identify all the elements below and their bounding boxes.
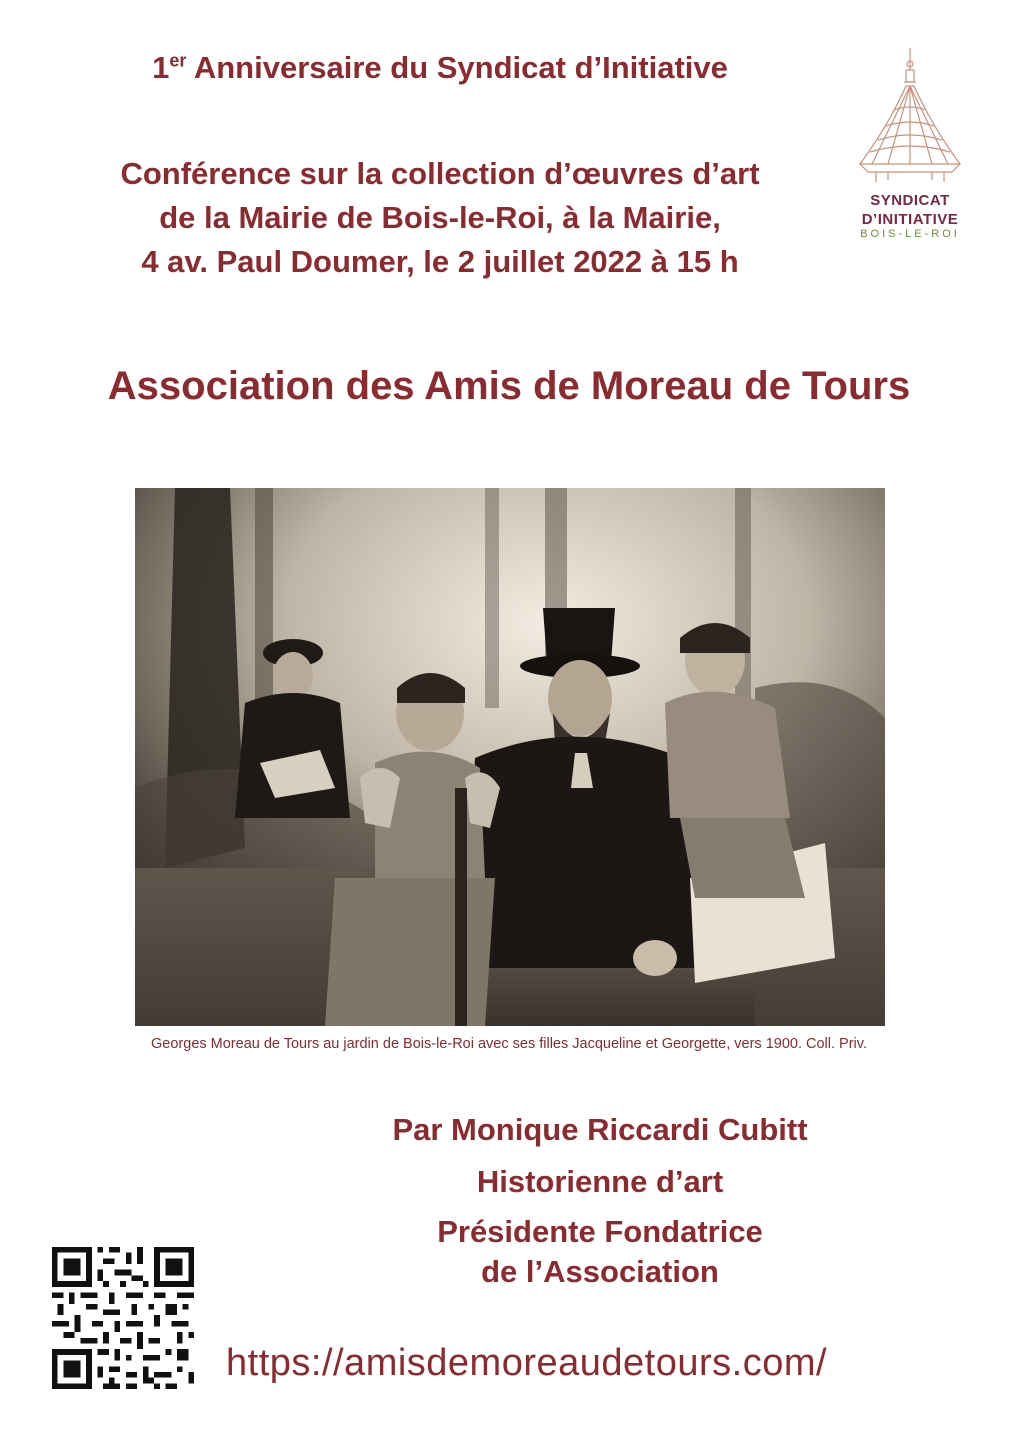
website-link[interactable]: https://amisdemoreaudetours.com/	[226, 1342, 828, 1384]
qr-code-icon	[52, 1247, 194, 1389]
roof-tower-icon	[848, 46, 972, 191]
speaker-title-line-2: de l’Association	[481, 1254, 719, 1289]
conference-details	[20, 152, 860, 284]
historic-photo	[135, 488, 885, 1026]
logo-text-bois-le-roi: BOIS-LE-ROI	[860, 228, 960, 240]
speaker-role: Historienne d’art	[476, 1164, 724, 1199]
anniversary-heading: 1er Anniversaire du Syndicat d’Initiative	[152, 50, 728, 85]
qr-code[interactable]	[52, 1247, 194, 1389]
speaker-name: Par Monique Riccardi Cubitt	[392, 1112, 808, 1147]
association-title: Association des Amis de Moreau de Tours	[107, 364, 911, 408]
conference-line-1: Conférence sur la collection d’œuvres d’art	[120, 156, 760, 191]
photo-caption: Georges Moreau de Tours au jardin de Bois-le-Roi avec ses filles Jacqueline et Georgette, vers 1900. Coll. Priv.	[151, 1036, 867, 1052]
logo-text-initiative: D’INITIATIVE	[861, 211, 959, 228]
conference-line-3: 4 av. Paul Doumer, le 2 juillet 2022 à 15 h	[141, 244, 739, 279]
speaker-title-line-1: Présidente Fondatrice	[437, 1214, 763, 1249]
conference-line-2: de la Mairie de Bois-le-Roi, à la Mairie,	[159, 200, 721, 235]
syndicat-logo	[848, 46, 972, 246]
logo-text-syndicat: SYNDICAT	[870, 192, 950, 209]
